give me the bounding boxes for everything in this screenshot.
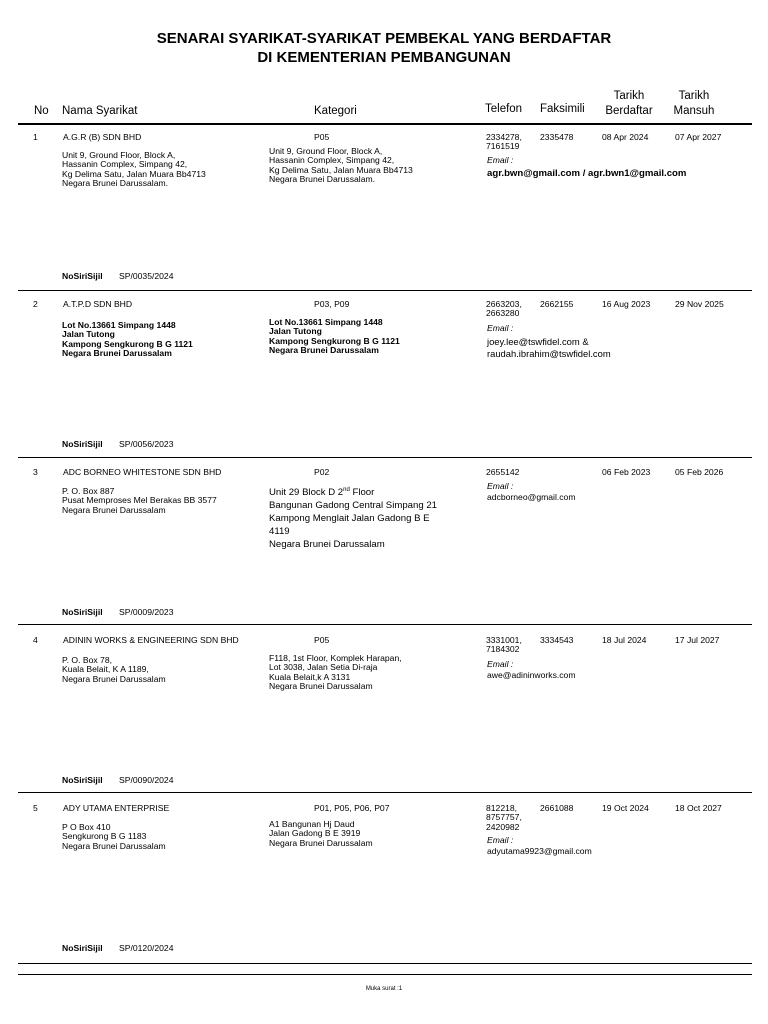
expiry-date: 07 Apr 2027 xyxy=(675,132,722,142)
email-label: Email : xyxy=(487,323,514,333)
company-name: ADININ WORKS & ENGINEERING SDN BHD xyxy=(63,635,239,645)
address-line: Negara Brunei Darussalam. xyxy=(269,174,376,185)
address-line: P. O. Box 78, xyxy=(62,655,113,665)
category-address xyxy=(269,654,402,692)
row-number: 5 xyxy=(33,803,38,813)
fax-number: 3334543 xyxy=(540,635,574,645)
header-category: Kategori xyxy=(314,105,357,117)
phone-line: 8757757, xyxy=(486,812,522,823)
email-value: adyutama9923@gmail.com xyxy=(487,846,592,856)
address-line: Jalan Tutong xyxy=(269,326,322,337)
table-row xyxy=(0,636,768,791)
address-line: Kampong Menglait Jalan Gadong B E xyxy=(269,513,430,524)
company-address xyxy=(62,321,193,359)
header-rule xyxy=(18,123,752,125)
company-address xyxy=(62,151,206,189)
header-fax: Faksimili xyxy=(540,103,585,115)
email-label: Email : xyxy=(487,659,514,669)
cert-number: SP/0056/2023 xyxy=(119,439,174,449)
address-line: Jalan Gadong B E 3919 xyxy=(269,828,361,839)
email-line: joey.lee@tswfidel.com & xyxy=(487,336,589,347)
ordinal-suffix: nd xyxy=(343,486,350,493)
row-divider xyxy=(18,792,752,793)
row-number: 4 xyxy=(33,635,38,645)
expiry-date: 29 Nov 2025 xyxy=(675,299,724,309)
category-codes: P03, P09 xyxy=(314,299,350,309)
address-line: Hassanin Complex, Simpang 42, xyxy=(269,155,395,166)
address-line: F118, 1st Floor, Komplek Harapan, xyxy=(269,653,402,663)
company-address xyxy=(62,823,166,851)
email-label: Email : xyxy=(487,155,514,165)
address-line: A1 Bangunan Hj Daud xyxy=(269,819,355,829)
header-registered-line-2: Berdaftar xyxy=(605,105,653,117)
email-label: Email : xyxy=(487,835,514,845)
address-line: Kg Delima Satu, Jalan Muara Bb4713 xyxy=(62,168,206,179)
header-registered xyxy=(600,89,658,119)
address-line: Sengkurong B G 1183 xyxy=(62,831,147,842)
cert-number: SP/0035/2024 xyxy=(119,271,174,281)
expiry-date: 17 Jul 2027 xyxy=(675,635,720,645)
address-line: Negara Brunei Darussalam xyxy=(62,840,166,851)
address-line: Negara Brunei Darussalam xyxy=(269,345,379,356)
address-line: Negara Brunei Darussalam xyxy=(269,837,373,848)
email-value: awe@adininworks.com xyxy=(487,670,576,680)
header-expiry-line-2: Mansuh xyxy=(673,105,715,117)
row-number: 1 xyxy=(33,132,38,142)
row-divider xyxy=(18,457,752,458)
phone-line: 2663203, xyxy=(486,299,522,309)
phone-line: 3331001, xyxy=(486,635,522,645)
address-line: Negara Brunei Darussalam xyxy=(269,681,373,692)
category-address xyxy=(269,147,413,185)
address-line: Lot No.13661 Simpang 1448 xyxy=(62,320,176,330)
company-name: A.T.P.D SDN BHD xyxy=(63,299,133,309)
cert-number: SP/0009/2023 xyxy=(119,607,174,617)
phone-numbers xyxy=(486,468,519,477)
row-divider xyxy=(18,963,752,964)
phone-line: 7161519 xyxy=(486,141,520,152)
address-line: Lot No.13661 Simpang 1448 xyxy=(269,317,383,327)
address-line: P O Box 410 xyxy=(62,822,111,832)
category-address xyxy=(269,486,437,551)
email-value xyxy=(487,336,611,360)
company-address xyxy=(62,487,217,515)
company-name: A.G.R (B) SDN BHD xyxy=(63,132,142,142)
cert-number: SP/0090/2024 xyxy=(119,775,174,785)
row-divider xyxy=(18,624,752,625)
header-no: No xyxy=(34,105,49,117)
category-codes: P02 xyxy=(314,467,330,477)
phone-numbers xyxy=(486,133,522,152)
page-title-line-1: SENARAI SYARIKAT-SYARIKAT PEMBEKAL YANG BERDAFTAR xyxy=(156,30,612,47)
address-line: Bangunan Gadong Central Simpang 21 xyxy=(269,500,438,511)
email-label: Email : xyxy=(487,481,514,491)
address-line: Kuala Belait, K A 1189, xyxy=(62,664,149,675)
address-line: Kampong Sengkurong B G 1121 xyxy=(269,335,400,346)
page-title-line-2: DI KEMENTERIAN PEMBANGUNAN xyxy=(257,49,511,66)
table-row xyxy=(0,133,768,288)
address-line: Lot 3038, Jalan Setia Di-raja xyxy=(269,662,378,673)
table-row xyxy=(0,300,768,455)
cert-label: NoSiriSijil xyxy=(62,775,103,785)
company-name: ADC BORNEO WHITESTONE SDN BHD xyxy=(63,467,222,477)
registered-date: 06 Feb 2023 xyxy=(602,467,651,477)
bottom-rule xyxy=(18,974,752,975)
phone-numbers xyxy=(486,636,522,655)
phone-numbers xyxy=(486,804,522,832)
phone-line: 7184302 xyxy=(486,644,520,655)
fax-number: 2662155 xyxy=(540,299,574,309)
address-line xyxy=(269,486,437,499)
cert-label: NoSiriSijil xyxy=(62,271,103,281)
cert-label: NoSiriSijil xyxy=(62,607,103,617)
registered-date: 19 Oct 2024 xyxy=(602,803,649,813)
header-expiry-line-1: Tarikh xyxy=(678,90,710,102)
address-line: Kampong Sengkurong B G 1121 xyxy=(62,338,193,349)
registered-date: 16 Aug 2023 xyxy=(602,299,651,309)
address-line: Negara Brunei Darussalam xyxy=(62,504,166,515)
address-line: P. O. Box 887 xyxy=(62,486,115,496)
company-address xyxy=(62,656,166,684)
email-value: adcborneo@gmail.com xyxy=(487,492,576,502)
page-number: Muka surat :1 xyxy=(365,986,403,992)
phone-line: 2663280 xyxy=(486,308,520,319)
address-line: Unit 9, Ground Floor, Block A, xyxy=(62,150,176,160)
registered-date: 18 Jul 2024 xyxy=(602,635,647,645)
address-line: Negara Brunei Darussalam xyxy=(62,348,172,359)
address-line: Hassanin Complex, Simpang 42, xyxy=(62,159,188,170)
address-line: Negara Brunei Darussalam xyxy=(62,673,166,684)
cert-label: NoSiriSijil xyxy=(62,943,103,953)
header-phone: Telefon xyxy=(485,103,523,115)
email-value: agr.bwn@gmail.com / agr.bwn1@gmail.com xyxy=(487,168,687,179)
address-line: Jalan Tutong xyxy=(62,329,115,340)
registered-date: 08 Apr 2024 xyxy=(602,132,649,142)
expiry-date: 18 Oct 2027 xyxy=(675,803,722,813)
address-text: Unit 29 Block D 2 xyxy=(269,487,344,498)
address-line: Unit 9, Ground Floor, Block A, xyxy=(269,146,383,156)
phone-line: 2420982 xyxy=(486,821,520,832)
category-codes: P05 xyxy=(314,132,330,142)
address-line: Negara Brunei Darussalam. xyxy=(62,178,169,189)
cert-label: NoSiriSijil xyxy=(62,439,103,449)
cert-number: SP/0120/2024 xyxy=(119,943,174,953)
table-row xyxy=(0,468,768,623)
address-line: Kg Delima Satu, Jalan Muara Bb4713 xyxy=(269,164,413,175)
category-codes: P01, P05, P06, P07 xyxy=(314,803,390,813)
table-row xyxy=(0,804,768,962)
header-registered-line-1: Tarikh xyxy=(613,90,645,102)
address-line: 4119 xyxy=(269,526,290,537)
fax-number: 2335478 xyxy=(540,132,574,142)
phone-numbers xyxy=(486,300,522,319)
phone-line: 2655142 xyxy=(486,467,520,477)
row-number: 2 xyxy=(33,299,38,309)
email-line: raudah.ibrahim@tswfidel.com xyxy=(487,348,611,359)
address-line: Kuala Belait,k A 3131 xyxy=(269,671,351,682)
address-text: Floor xyxy=(349,487,375,498)
phone-line: 2334278, xyxy=(486,132,522,142)
address-line: Negara Brunei Darussalam xyxy=(269,539,385,550)
category-address xyxy=(269,318,400,356)
row-number: 3 xyxy=(33,467,38,477)
category-address xyxy=(269,820,373,848)
expiry-date: 05 Feb 2026 xyxy=(675,467,724,477)
company-name: ADY UTAMA ENTERPRISE xyxy=(63,803,170,813)
phone-line: 812218, xyxy=(486,803,518,813)
header-expiry xyxy=(668,89,720,119)
header-name: Nama Syarikat xyxy=(62,105,138,117)
fax-number: 2661088 xyxy=(540,803,574,813)
category-codes: P05 xyxy=(314,635,330,645)
row-divider xyxy=(18,290,752,291)
address-line: Pusat Memproses Mel Berakas BB 3577 xyxy=(62,495,217,506)
